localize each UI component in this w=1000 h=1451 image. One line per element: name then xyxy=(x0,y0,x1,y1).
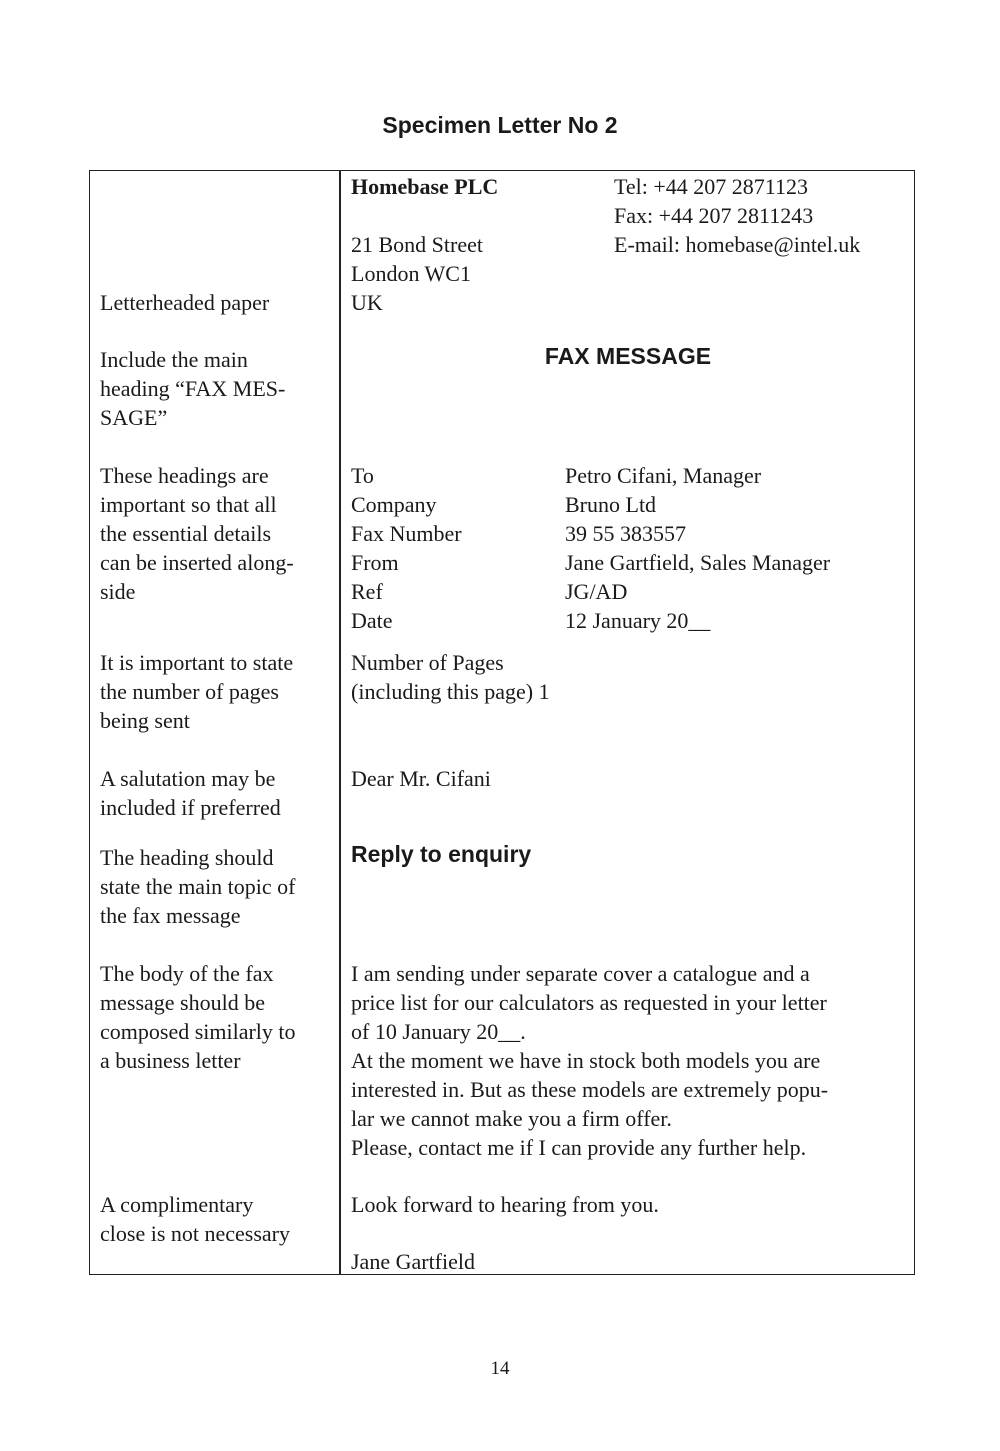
field-value-from: Jane Gartfield, Sales Manager xyxy=(565,550,831,575)
note-line: The body of the fax xyxy=(100,961,274,986)
field-label-company: Company xyxy=(351,492,437,517)
note-line: can be inserted along- xyxy=(100,550,294,575)
address-line: London WC1 xyxy=(351,261,471,286)
note-line: message should be xyxy=(100,990,265,1015)
field-value-ref: JG/AD xyxy=(565,579,628,604)
fax-heading: FAX MESSAGE xyxy=(544,343,712,369)
note-line: the essential details xyxy=(100,521,272,546)
fax-number: Fax: +44 207 2811243 xyxy=(614,203,814,228)
field-value-date: 12 January 20__ xyxy=(565,608,711,633)
note-line: These headings are xyxy=(100,463,269,488)
pages-label: Number of Pages xyxy=(351,650,504,675)
note-line: important so that all xyxy=(100,492,277,517)
note-line: SAGE” xyxy=(100,405,168,430)
note-line: It is important to state xyxy=(100,650,294,675)
tel-number: Tel: +44 207 2871123 xyxy=(614,174,808,199)
body-line: interested in. But as these models are extremely popu- xyxy=(351,1077,829,1102)
field-value-company: Bruno Ltd xyxy=(565,492,657,517)
field-label-to: To xyxy=(351,463,374,488)
field-label-from: From xyxy=(351,550,399,575)
pages-count: (including this page) 1 xyxy=(351,679,550,704)
note-line: state the main topic of xyxy=(100,874,296,899)
field-label-fax-number: Fax Number xyxy=(351,521,462,546)
note-line: side xyxy=(100,579,136,604)
note-line: heading “FAX MES- xyxy=(100,376,286,401)
body-line: lar we cannot make you a firm offer. xyxy=(351,1106,672,1131)
note-line: The heading should xyxy=(100,845,274,870)
signature: Jane Gartfield xyxy=(351,1249,475,1274)
email-address: E-mail: homebase@intel.uk xyxy=(614,232,861,257)
body-line: price list for our calculators as requested in your letter xyxy=(351,990,827,1015)
field-label-date: Date xyxy=(351,608,393,633)
note-line: being sent xyxy=(100,708,190,733)
note-line: a business letter xyxy=(100,1048,241,1073)
note-line: the number of pages xyxy=(100,679,279,704)
company-name: Homebase PLC xyxy=(351,174,499,199)
note-line: the fax message xyxy=(100,903,241,928)
subject-heading: Reply to enquiry xyxy=(351,841,532,867)
note-line: close is not necessary xyxy=(100,1221,290,1246)
note-line: included if preferred xyxy=(100,795,281,820)
field-value-fax-number: 39 55 383557 xyxy=(565,521,686,546)
body-line: of 10 January 20__. xyxy=(351,1019,526,1044)
field-label-ref: Ref xyxy=(351,579,383,604)
note-line: A salutation may be xyxy=(100,766,276,791)
body-line: Please, contact me if I can provide any further help. xyxy=(351,1135,807,1160)
page-number: 14 xyxy=(490,1358,510,1379)
salutation: Dear Mr. Cifani xyxy=(351,766,491,791)
note-line: Include the main xyxy=(100,347,248,372)
address-line: 21 Bond Street xyxy=(351,232,483,257)
page-title: Specimen Letter No 2 xyxy=(382,112,618,138)
note-line: Letterheaded paper xyxy=(100,290,270,315)
column-divider xyxy=(339,170,341,1275)
note-line: composed similarly to xyxy=(100,1019,296,1044)
note-line: A complimentary xyxy=(100,1192,254,1217)
closing-line: Look forward to hearing from you. xyxy=(351,1192,659,1217)
address-line: UK xyxy=(351,290,383,315)
field-value-to: Petro Cifani, Manager xyxy=(565,463,762,488)
body-line: At the moment we have in stock both models you are xyxy=(351,1048,821,1073)
body-line: I am sending under separate cover a catalogue and a xyxy=(351,961,810,986)
